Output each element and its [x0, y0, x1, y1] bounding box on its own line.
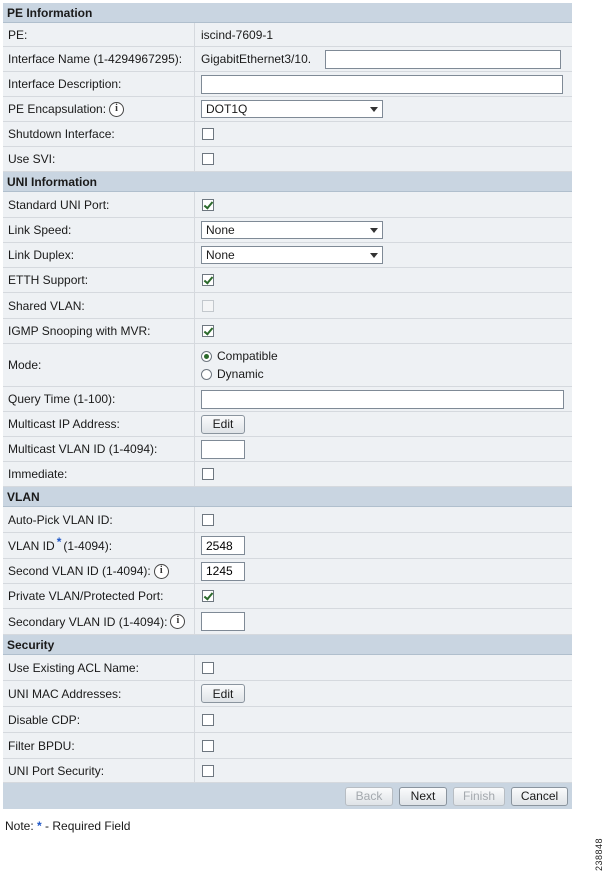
- link-duplex-label: Link Duplex:: [3, 243, 195, 267]
- link-speed-value: None: [206, 223, 235, 237]
- row-private-vlan: [3, 584, 572, 609]
- note-text: - Required Field: [45, 819, 131, 833]
- filter-bpdu-label: Filter BPDU:: [3, 733, 195, 758]
- row-link-speed: [3, 218, 572, 243]
- row-shared-vlan: [3, 293, 572, 319]
- interface-name-prefix: GigabitEthernet3/10.: [201, 52, 312, 66]
- use-svi-label: Use SVI:: [3, 147, 195, 171]
- pe-encapsulation-value: DOT1Q: [206, 102, 248, 116]
- shutdown-interface-label: Shutdown Interface:: [3, 122, 195, 146]
- shared-vlan-checkbox: [202, 300, 214, 312]
- row-secondary-vlan-id: [3, 609, 572, 635]
- query-time-label: Query Time (1-100):: [3, 387, 195, 411]
- interface-name-label: Interface Name (1-4294967295):: [3, 47, 195, 71]
- filter-bpdu-checkbox[interactable]: [202, 740, 214, 752]
- etth-support-checkbox[interactable]: [202, 274, 214, 286]
- secondary-vlan-id-input[interactable]: [201, 612, 245, 631]
- required-field-note: [5, 819, 130, 833]
- vlan-id-input[interactable]: [201, 536, 245, 555]
- row-filter-bpdu: [3, 733, 572, 759]
- row-uni-port-security: [3, 759, 572, 783]
- uni-mac-addresses-label: UNI MAC Addresses:: [3, 681, 195, 706]
- row-vlan-id: [3, 533, 572, 559]
- shutdown-interface-checkbox[interactable]: [202, 128, 214, 140]
- disable-cdp-label: Disable CDP:: [3, 707, 195, 732]
- mode-compatible-radio[interactable]: [201, 351, 212, 362]
- interface-description-label: Interface Description:: [3, 72, 195, 96]
- auto-pick-vlan-label: Auto-Pick VLAN ID:: [3, 507, 195, 532]
- use-svi-checkbox[interactable]: [202, 153, 214, 165]
- row-link-duplex: [3, 243, 572, 268]
- wizard-footer: [3, 783, 572, 809]
- uni-mac-edit-button[interactable]: Edit: [201, 684, 245, 703]
- mode-dynamic-radio[interactable]: [201, 369, 212, 380]
- row-multicast-vlan-id: [3, 437, 572, 462]
- service-request-form: [3, 3, 572, 809]
- row-interface-name: [3, 47, 572, 72]
- query-time-input[interactable]: [201, 390, 564, 409]
- interface-description-input[interactable]: [201, 75, 563, 94]
- immediate-label: Immediate:: [3, 462, 195, 486]
- private-vlan-checkbox[interactable]: [202, 590, 214, 602]
- mode-compatible-option[interactable]: [201, 349, 278, 363]
- figure-id: 238848: [594, 838, 604, 872]
- row-use-svi: [3, 147, 572, 172]
- note-prefix: Note:: [5, 819, 34, 833]
- row-auto-pick-vlan: [3, 507, 572, 533]
- row-standard-uni-port: [3, 192, 572, 218]
- row-etth-support: [3, 268, 572, 293]
- chevron-down-icon: [370, 228, 378, 233]
- row-use-existing-acl: [3, 655, 572, 681]
- interface-name-input[interactable]: [325, 50, 561, 69]
- required-marker: *: [56, 534, 62, 549]
- link-duplex-value: None: [206, 248, 235, 262]
- chevron-down-icon: [370, 107, 378, 112]
- multicast-ip-edit-button[interactable]: Edit: [201, 415, 245, 434]
- use-existing-acl-label: Use Existing ACL Name:: [3, 655, 195, 680]
- next-button[interactable]: Next: [399, 787, 447, 806]
- info-icon[interactable]: i: [154, 564, 169, 579]
- section-uni-information: UNI Information: [3, 172, 572, 192]
- info-icon[interactable]: i: [109, 102, 124, 117]
- row-pe-encapsulation: [3, 97, 572, 122]
- info-icon[interactable]: i: [170, 614, 185, 629]
- row-multicast-ip: [3, 412, 572, 437]
- mode-dynamic-label: Dynamic: [217, 367, 264, 381]
- link-speed-label: Link Speed:: [3, 218, 195, 242]
- igmp-snooping-checkbox[interactable]: [202, 325, 214, 337]
- row-immediate: [3, 462, 572, 487]
- use-existing-acl-checkbox[interactable]: [202, 662, 214, 674]
- mode-label: Mode:: [3, 344, 195, 386]
- section-pe-information: PE Information: [3, 3, 572, 23]
- row-interface-description: [3, 72, 572, 97]
- standard-uni-port-label: Standard UNI Port:: [3, 192, 195, 217]
- section-vlan: VLAN: [3, 487, 572, 507]
- required-marker: *: [37, 819, 42, 833]
- finish-button[interactable]: Finish: [453, 787, 505, 806]
- row-query-time: [3, 387, 572, 412]
- row-igmp-snooping: [3, 319, 572, 344]
- uni-port-security-checkbox[interactable]: [202, 765, 214, 777]
- secondary-vlan-id-label: Secondary VLAN ID (1-4094):: [8, 614, 168, 629]
- mode-compatible-label: Compatible: [217, 349, 278, 363]
- multicast-ip-label: Multicast IP Address:: [3, 412, 195, 436]
- mode-dynamic-option[interactable]: [201, 367, 264, 381]
- row-pe: [3, 23, 572, 47]
- vlan-id-label: VLAN ID: [8, 538, 55, 553]
- vlan-id-range: (1-4094):: [63, 538, 113, 553]
- pe-encapsulation-label: PE Encapsulation:: [8, 102, 107, 116]
- pe-value: iscind-7609-1: [201, 27, 274, 42]
- second-vlan-id-label: Second VLAN ID (1-4094):: [8, 564, 151, 578]
- standard-uni-port-checkbox[interactable]: [202, 199, 214, 211]
- pe-encapsulation-select[interactable]: [201, 100, 383, 118]
- uni-port-security-label: UNI Port Security:: [3, 759, 195, 782]
- second-vlan-id-input[interactable]: [201, 562, 245, 581]
- pe-label: PE:: [3, 23, 195, 46]
- back-button[interactable]: Back: [345, 787, 393, 806]
- immediate-checkbox[interactable]: [202, 468, 214, 480]
- multicast-vlan-id-label: Multicast VLAN ID (1-4094):: [3, 437, 195, 461]
- igmp-snooping-label: IGMP Snooping with MVR:: [3, 319, 195, 343]
- etth-support-label: ETTH Support:: [3, 268, 195, 292]
- row-uni-mac-addresses: [3, 681, 572, 707]
- row-mode: [3, 344, 572, 387]
- section-security: Security: [3, 635, 572, 655]
- auto-pick-vlan-checkbox[interactable]: [202, 514, 214, 526]
- link-duplex-select[interactable]: [201, 246, 383, 264]
- row-disable-cdp: [3, 707, 572, 733]
- row-shutdown-interface: [3, 122, 572, 147]
- multicast-vlan-id-input[interactable]: [201, 440, 245, 459]
- row-second-vlan-id: [3, 559, 572, 584]
- disable-cdp-checkbox[interactable]: [202, 714, 214, 726]
- cancel-button[interactable]: Cancel: [511, 787, 568, 806]
- shared-vlan-label: Shared VLAN:: [3, 293, 195, 318]
- private-vlan-label: Private VLAN/Protected Port:: [3, 584, 195, 608]
- link-speed-select[interactable]: [201, 221, 383, 239]
- chevron-down-icon: [370, 253, 378, 258]
